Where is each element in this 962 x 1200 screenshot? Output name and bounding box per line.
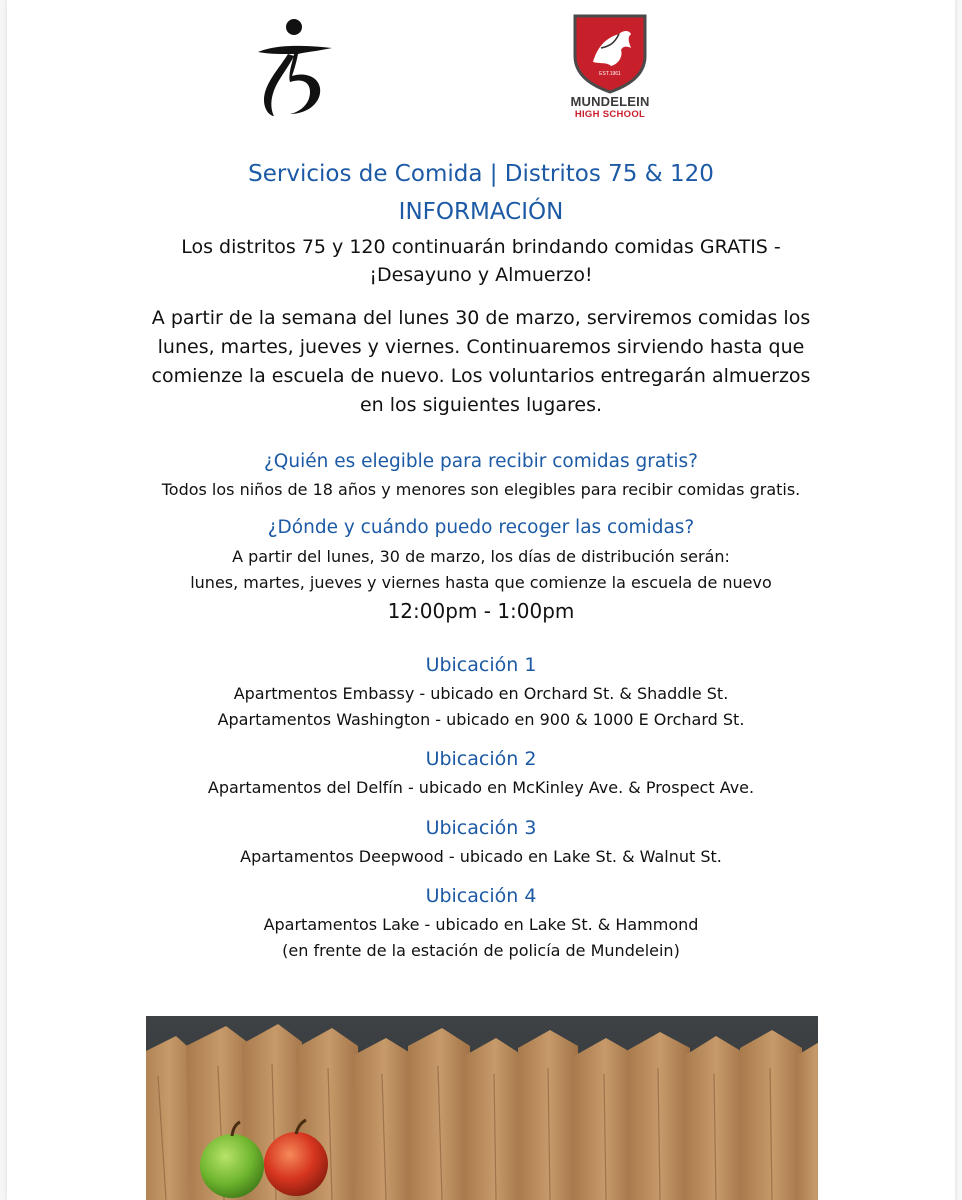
paper-bags-illustration	[146, 1016, 818, 1200]
page-title: Servicios de Comida | Distritos 75 & 120	[248, 161, 714, 187]
eligibility-question: ¿Quién es elegible para recibir comidas gratis?	[263, 451, 699, 472]
mundelein-high-school-logo	[560, 12, 660, 128]
location-line: Apartmentos Embassy - ubicado en Orchard St. & Shaddle St.	[233, 684, 729, 703]
pickup-question: ¿Dónde y cuándo puedo recoger las comidas?	[267, 517, 695, 538]
lunch-bags-photo	[146, 1016, 818, 1200]
shield-est-text: EST.1961	[599, 71, 621, 77]
pickup-time: 12:00pm - 1:00pm	[387, 599, 575, 623]
page-subtitle: INFORMACIÓN	[398, 199, 564, 225]
location-heading: Ubicación 4	[425, 885, 537, 907]
paragraph-line: comienze la escuela de nuevo. Los voluntarios entregarán almuerzos	[151, 365, 811, 387]
paragraph-line: en los siguientes lugares.	[359, 394, 603, 416]
school-name: MUNDELEIN	[570, 94, 650, 109]
paragraph-line: A partir de la semana del lunes 30 de marzo, serviremos comidas los	[151, 307, 811, 329]
school-subtitle: HIGH SCHOOL	[574, 109, 646, 120]
eligibility-answer: Todos los niños de 18 años y menores son elegibles para recibir comidas gratis.	[161, 480, 801, 499]
district-75-figure-icon	[248, 18, 340, 120]
location-line: Apartamentos Lake - ubicado en Lake St. & Hammond	[263, 915, 699, 934]
intro-line-1: Los distritos 75 y 120 continuarán brindando comidas GRATIS -	[181, 236, 781, 258]
mustang-shield-icon	[571, 12, 649, 94]
location-line: Apartamentos Deepwood - ubicado en Lake St. & Walnut St.	[240, 847, 722, 866]
location-heading: Ubicación 1	[425, 654, 537, 676]
paragraph-line: lunes, martes, jueves y viernes. Continuaremos sirviendo hasta que	[157, 336, 805, 358]
location-line: Apartamentos Washington - ubicado en 900 & 1000 E Orchard St.	[217, 710, 745, 729]
location-heading: Ubicación 3	[425, 817, 537, 839]
location-heading: Ubicación 2	[425, 748, 537, 770]
green-apple-icon	[200, 1134, 264, 1198]
district-75-logo	[248, 18, 340, 120]
intro-line-2: ¡Desayuno y Almuerzo!	[369, 264, 593, 286]
pickup-line-1: A partir del lunes, 30 de marzo, los días de distribución serán:	[232, 547, 730, 566]
red-apple-icon	[264, 1132, 328, 1196]
pickup-line-2: lunes, martes, jueves y viernes hasta que comienze la escuela de nuevo	[190, 573, 772, 592]
location-line: Apartamentos del Delfín - ubicado en McKinley Ave. & Prospect Ave.	[207, 778, 755, 797]
location-line: (en frente de la estación de policía de Mundelein)	[282, 941, 680, 960]
